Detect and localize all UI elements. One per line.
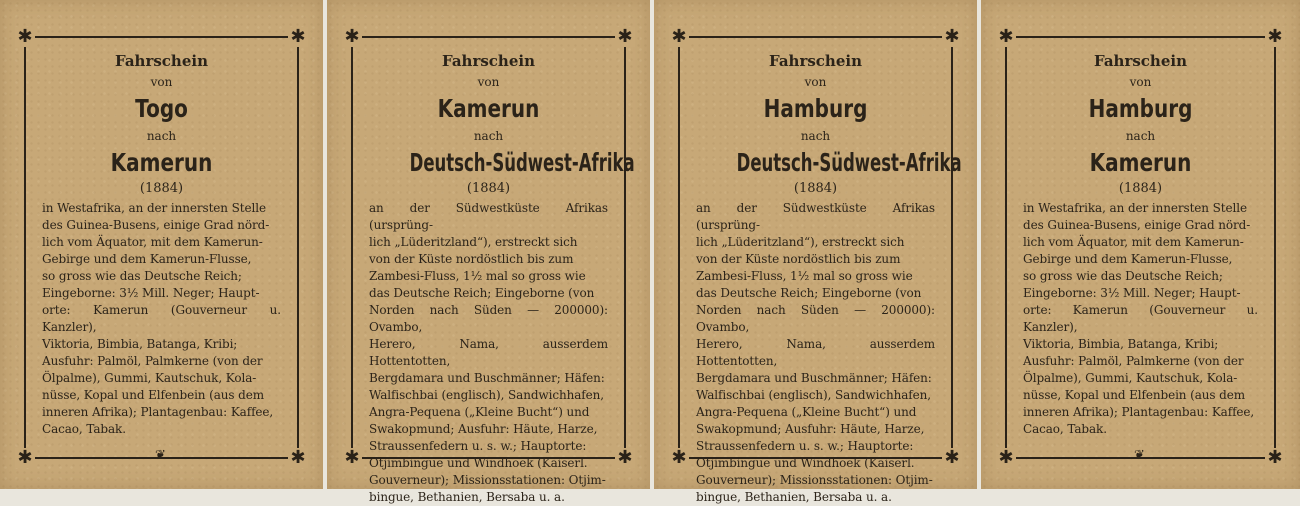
ticket-card-hamburg-dswa (654, 0, 977, 504)
corner-ornament-icon: ✱ (1265, 448, 1285, 468)
ticket-card-hamburg-kamerun (981, 0, 1300, 489)
ticket-von: von (804, 75, 827, 89)
ticket-title: Fahrschein (1094, 52, 1187, 70)
ticket-border (998, 26, 1283, 468)
corner-ornament-icon: ✱ (1265, 27, 1285, 47)
ticket-description: in Westafrika, an der innersten Stelle des Guinea-Busens, einige Grad nörd- lich vom Äquator, mit dem Kamerun- Gebirge und dem Kamerun-Flusse, so gross wie das Deutsche Reich; Eingeborne: 3½ Mill. Neger; Haupt- orte: Kamerun (Gouverneur u. Kanzler), Viktoria, Bimbia, Batanga, Kribi; Ausfuhr: Palmöl, Palmkerne (von der Ölpalme), Gummi, Kautschuk, Kola- nüsse, Kopal und Elfenbein (aus dem inneren Afrika); Plantagenbau: Kaffee, Cacao, Tabak. (42, 201, 281, 436)
corner-ornament-icon: ✱ (996, 448, 1016, 468)
ticket-origin: Kamerun (437, 94, 540, 123)
ticket-year: (1884) (466, 181, 511, 196)
ticket-destination: Deutsch-Südwest-Afrika (736, 148, 962, 177)
corner-ornament-icon: ✱ (615, 27, 635, 47)
ticket-origin: Hamburg (1088, 94, 1193, 123)
ticket-card-togo-kamerun (0, 0, 323, 489)
floral-ornament-icon: ❦ (1134, 448, 1147, 463)
corner-ornament-icon: ✱ (342, 448, 362, 468)
corner-ornament-icon: ✱ (288, 448, 308, 468)
ticket-title: Fahrschein (769, 52, 862, 70)
ticket-description: an der Südwestküste Afrikas (ursprüng- lich „Lüderitzland“), erstreckt sich von der Küste nordöstlich bis zum Zambesi-Fluss, 1½ mal so gross wie das Deutsche Reich; Eingeborne (von Norden nach Süden — 200000): Ovambo, Herero, Nama, ausserdem Hottentotten, Bergdamara und Buschmänner; Häfen: Walfischbai (englisch), Sandwichhafen, Angra-Pequena („Kleine Bucht“) und Swakopmund; Ausfuhr: Häute, Harze, Straussenfedern u. s. w.; Hauptorte: Otjimbingue und Windhoek (Kaiserl. Gouverneur); Missionsstationen: Otjim- bingue, Bethanien, Bersaba u. a. (696, 201, 935, 504)
corner-ornament-icon: ✱ (342, 27, 362, 47)
corner-ornament-icon: ✱ (615, 448, 635, 468)
corner-ornament-icon: ✱ (15, 448, 35, 468)
ticket-content (42, 50, 281, 463)
ticket-card-kamerun-dswa (327, 0, 650, 504)
ticket-border (344, 26, 635, 504)
corner-ornament-icon: ✱ (996, 27, 1016, 47)
corner-ornament-icon: ✱ (669, 27, 689, 47)
ticket-von: von (1129, 75, 1152, 89)
corner-ornament-icon: ✱ (669, 448, 689, 468)
ticket-content (369, 50, 635, 504)
ticket-destination: Kamerun (110, 148, 213, 177)
floral-ornament-icon: ❦ (155, 448, 168, 463)
corner-ornament-icon: ✱ (15, 27, 35, 47)
ticket-von: von (150, 75, 173, 89)
ticket-destination: Deutsch-Südwest-Afrika (409, 148, 635, 177)
ticket-origin: Togo (135, 94, 188, 123)
corner-ornament-icon: ✱ (288, 27, 308, 47)
ticket-nach: nach (1125, 129, 1156, 143)
ticket-nach: nach (473, 129, 504, 143)
ticket-year: (1884) (139, 181, 184, 196)
ticket-origin: Hamburg (763, 94, 868, 123)
ticket-content (1023, 50, 1258, 463)
ticket-title: Fahrschein (115, 52, 208, 70)
ticket-content (696, 50, 962, 504)
ticket-year: (1884) (793, 181, 838, 196)
ticket-nach: nach (800, 129, 831, 143)
ticket-year: (1884) (1118, 181, 1163, 196)
ticket-description: in Westafrika, an der innersten Stelle des Guinea-Busens, einige Grad nörd- lich vom Äquator, mit dem Kamerun- Gebirge und dem Kamerun-Flusse, so gross wie das Deutsche Reich; Eingeborne: 3½ Mill. Neger; Haupt- orte: Kamerun (Gouverneur u. Kanzler), Viktoria, Bimbia, Batanga, Kribi; Ausfuhr: Palmöl, Palmkerne (von der Ölpalme), Gummi, Kautschuk, Kola- nüsse, Kopal und Elfenbein (aus dem inneren Afrika); Plantagenbau: Kaffee, Cacao, Tabak. (1023, 201, 1258, 436)
corner-ornament-icon: ✱ (942, 27, 962, 47)
ticket-title: Fahrschein (442, 52, 535, 70)
ticket-nach: nach (146, 129, 177, 143)
ticket-description: an der Südwestküste Afrikas (ursprüng- lich „Lüderitzland“), erstreckt sich von der Küste nordöstlich bis zum Zambesi-Fluss, 1½ mal so gross wie das Deutsche Reich; Eingeborne (von Norden nach Süden — 200000): Ovambo, Herero, Nama, ausserdem Hottentotten, Bergdamara und Buschmänner; Häfen: Walfischbai (englisch), Sandwichhafen, Angra-Pequena („Kleine Bucht“) und Swakopmund; Ausfuhr: Häute, Harze, Straussenfedern u. s. w.; Hauptorte: Otjimbingue und Windhoek (Kaiserl. Gouverneur); Missionsstationen: Otjim- bingue, Bethanien, Bersaba u. a. (369, 201, 608, 504)
ticket-border (17, 26, 306, 468)
ticket-von: von (477, 75, 500, 89)
corner-ornament-icon: ✱ (942, 448, 962, 468)
ticket-border (671, 26, 962, 504)
ticket-destination: Kamerun (1089, 148, 1192, 177)
